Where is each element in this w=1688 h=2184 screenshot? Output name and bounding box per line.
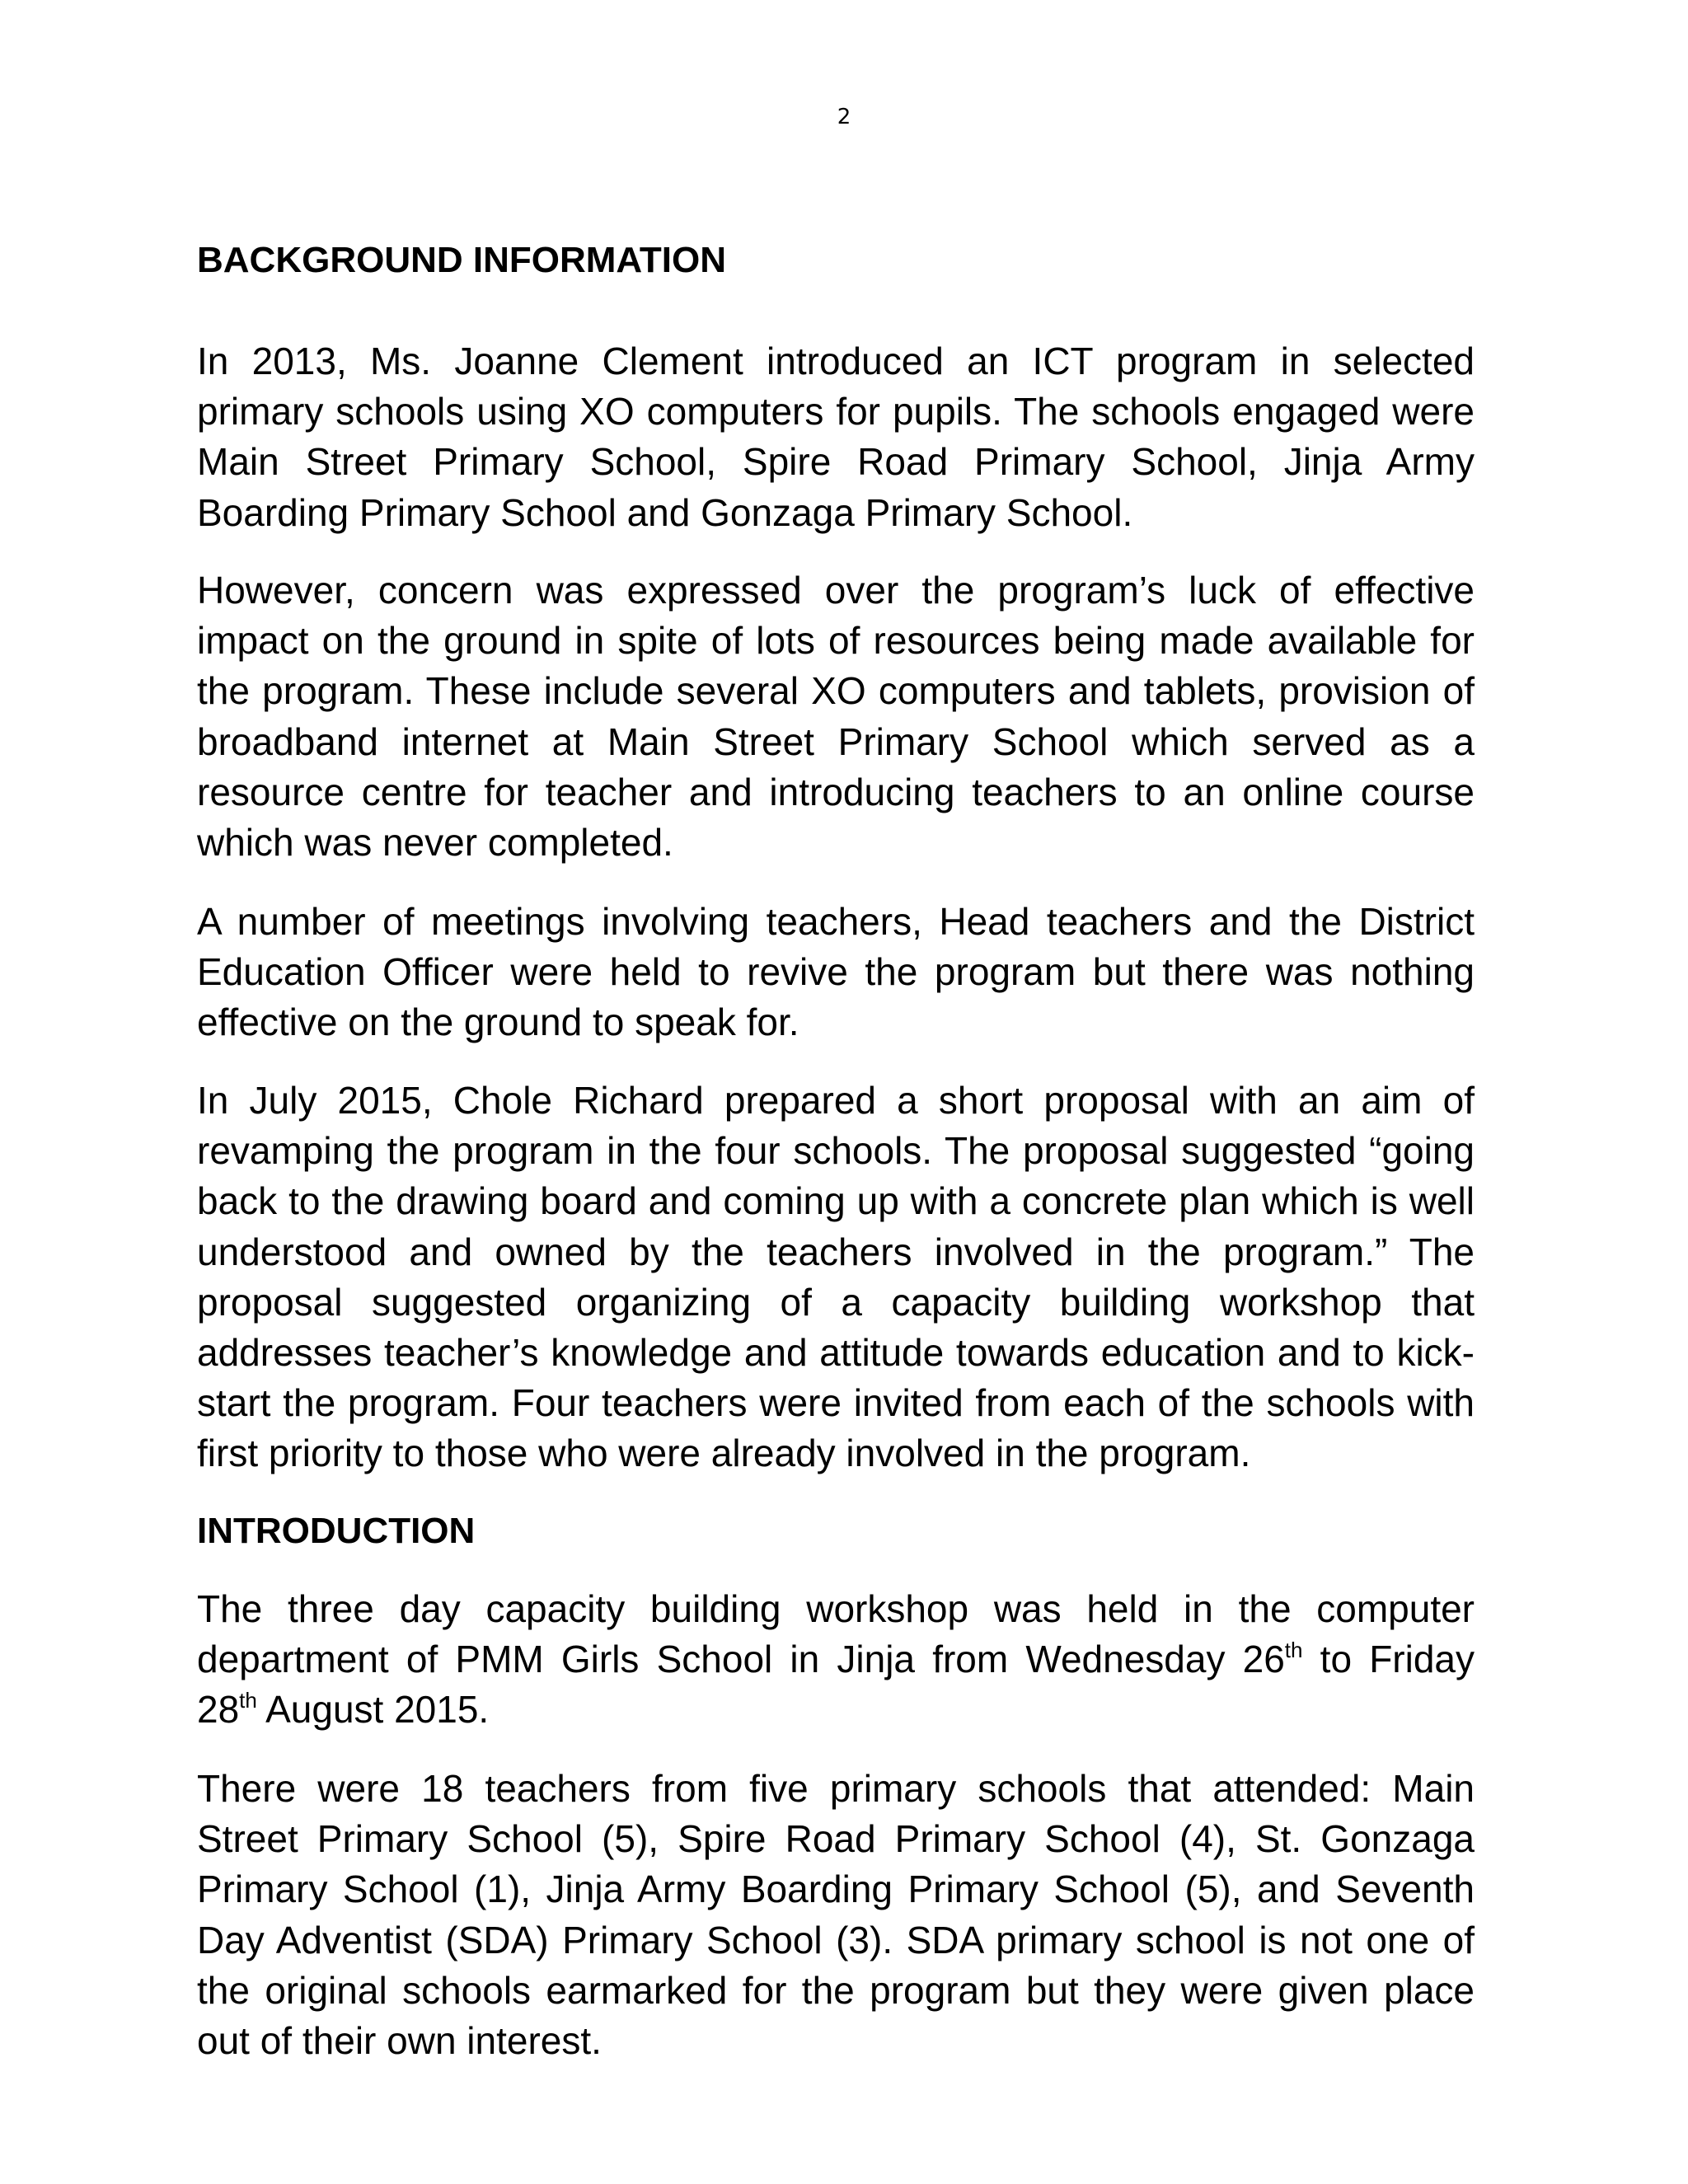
text-line: first priority to those who were already involved in the program. bbox=[197, 1432, 1251, 1475]
text-line: understood and owned by the teachers involved in the program.” The bbox=[197, 1230, 1475, 1273]
text-line: the program. These include several XO computers and tablets, provision of bbox=[197, 669, 1475, 713]
text-line: Education Officer were held to revive the program but there was nothing bbox=[197, 950, 1475, 994]
text-line: start the program. Four teachers were invited from each of the schools with bbox=[197, 1381, 1475, 1425]
text-line: impact on the ground in spite of lots of resources being made available for bbox=[197, 619, 1475, 663]
paragraph bbox=[197, 336, 1475, 538]
text-line: In July 2015, Chole Richard prepared a short proposal with an aim of bbox=[197, 1079, 1475, 1122]
paragraph bbox=[197, 1764, 1475, 2066]
text-line: addresses teacher’s knowledge and attitude towards education and to kick- bbox=[197, 1330, 1475, 1374]
superscript: th bbox=[1284, 1638, 1303, 1663]
text-line: The three day capacity building workshop was held in the computer bbox=[197, 1587, 1475, 1630]
paragraph bbox=[197, 1076, 1475, 1479]
text-line: back to the drawing board and coming up with a concrete plan which is well bbox=[197, 1179, 1475, 1223]
text-line: In 2013, Ms. Joanne Clement introduced an ICT program in selected bbox=[197, 340, 1475, 382]
section-heading-introduction: INTRODUCTION bbox=[197, 1511, 476, 1551]
paragraph bbox=[197, 565, 1475, 868]
text-line: proposal suggested organizing of a capacity building workshop that bbox=[197, 1280, 1475, 1324]
page-number: 2 bbox=[837, 105, 851, 129]
section-heading-background: BACKGROUND INFORMATION bbox=[197, 240, 727, 280]
text-line: A number of meetings involving teachers, Head teachers and the District bbox=[197, 900, 1475, 943]
text-line: which was never completed. bbox=[197, 820, 673, 864]
text-line: revamping the program in the four schools. The proposal suggested “going bbox=[197, 1129, 1475, 1173]
text-line: out of their own interest. bbox=[197, 2018, 602, 2062]
text-line: There were 18 teachers from five primary schools that attended: Main bbox=[197, 1767, 1475, 1810]
paragraph bbox=[197, 1584, 1475, 1736]
text-line: resource centre for teacher and introducing teachers to an online course bbox=[197, 770, 1475, 813]
text-line: Street Primary School (5), Spire Road Primary School (4), St. Gonzaga bbox=[197, 1817, 1475, 1861]
text-line: the original schools earmarked for the program but they were given place bbox=[197, 1968, 1475, 2012]
paragraph bbox=[197, 897, 1475, 1048]
text-line: broadband internet at Main Street Primary School which served as a bbox=[197, 719, 1475, 763]
text-line: Boarding Primary School and Gonzaga Primary School. bbox=[197, 490, 1133, 534]
text-line: department of PMM Girls School in Jinja from Wednesday 26th to Friday bbox=[197, 1638, 1475, 1681]
text-line: Main Street Primary School, Spire Road Primary School, Jinja Army bbox=[197, 440, 1475, 484]
text-line: However, concern was expressed over the program’s luck of effective bbox=[197, 569, 1475, 612]
text-line: primary schools using XO computers for pupils. The schools engaged were bbox=[197, 390, 1475, 434]
text-line: 28th August 2015. bbox=[197, 1688, 490, 1732]
superscript: th bbox=[239, 1688, 257, 1713]
text-line: effective on the ground to speak for. bbox=[197, 1001, 799, 1044]
text-line: Day Adventist (SDA) Primary School (3). SDA primary school is not one of bbox=[197, 1918, 1475, 1961]
text-line: Primary School (1), Jinja Army Boarding Primary School (5), and Seventh bbox=[197, 1868, 1475, 1911]
